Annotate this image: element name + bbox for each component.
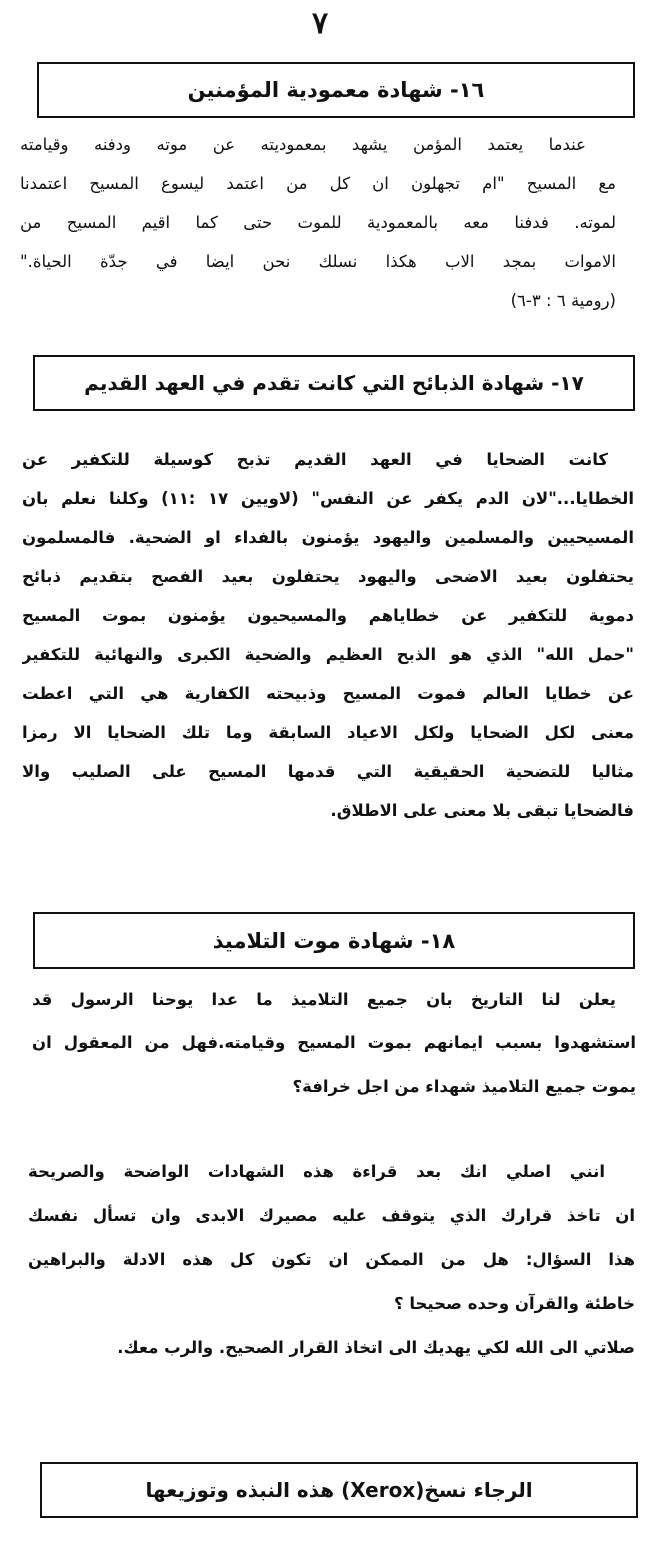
text-line: عندما يعتمد المؤمن يشهد بمعموديته عن موته ودفنه وقيامته: [20, 135, 586, 154]
text-line: دموية للتكفير عن خطاياهم والمسيحيون يؤمنون بموت المسيح: [22, 606, 634, 625]
text-line: يموت جميع التلاميذ شهداء من اجل خرافة؟: [292, 1077, 636, 1096]
text-line: مثاليا للتضحية الحقيقية التي قدمها المسيح على الصليب والا: [22, 762, 634, 781]
text-line: الاموات بمجد الاب هكذا نسلك نحن ايضا في جدّة الحياة.": [20, 252, 616, 271]
text-line: خاطئة والقرآن وحده صحيحا ؟: [394, 1294, 635, 1313]
text-line: (رومية ٦ : ٣-٦): [510, 291, 616, 310]
text-line: كانت الضحايا في العهد القديم تذبح كوسيلة للتكفير عن: [22, 450, 608, 469]
text-line: ان تاخذ قرارك الذي يتوقف عليه مصيرك الابدى وان تسأل نفسك: [28, 1206, 635, 1225]
section-16-body: [20, 125, 616, 320]
text-line: فالضحايا تبقى بلا معنى على الاطلاق.: [330, 801, 634, 820]
text-line: يحتفلون بعيد الاضحى واليهود يحتفلون بعيد الفصح بتقديم ذبائح: [22, 567, 634, 586]
text-line: لموته. فدفنا معه بالمعمودية للموت حتى كما اقيم المسيح من: [20, 213, 616, 232]
closing-paragraph: [28, 1150, 635, 1370]
copy-request-box: الرجاء نسخ(Xerox) هذه النبذه وتوزيعها: [40, 1462, 638, 1518]
text-line: مع المسيح "ام تجهلون ان كل من اعتمد ليسوع المسيح اعتمدنا: [20, 174, 616, 193]
text-line: معنى لكل الضحايا ولكل الاعياد السابقة وما تلك الضحايا الا رمزا: [22, 723, 634, 742]
text-line: يعلن لنا التاريخ بان جميع التلاميذ ما عدا يوحنا الرسول قد: [32, 990, 616, 1009]
text-line: هذا السؤال: هل من الممكن ان تكون كل هذه الادلة والبراهين: [28, 1250, 635, 1269]
text-line: استشهدوا بسبب ايمانهم بموت المسيح وقيامته.فهل من المعقول ان: [32, 1033, 636, 1052]
section-16-heading: ١٦- شهادة معمودية المؤمنين: [37, 62, 635, 118]
text-line: انني اصلي انك بعد قراءة هذه الشهادات الواضحة والصريحة: [28, 1162, 605, 1181]
section-17-body: [22, 440, 634, 830]
text-line: عن خطايا العالم فموت المسيح وذبيحته الكفارية هي التي اعطت: [22, 684, 634, 703]
section-17-heading: ١٧- شهادة الذبائح التي كانت تقدم في العهد القديم: [33, 355, 635, 411]
text-line: المسيحيين والمسلمين واليهود يؤمنون بالفداء او الضحية. فالمسلمون: [22, 528, 634, 547]
prayer-line: صلاتي الى الله لكي يهديك الى اتخاذ القرار الصحيح. والرب معك.: [117, 1338, 635, 1357]
text-line: "حمل الله" الذي هو الذبح العظيم والضحية الكبرى والنهائية للتكفير: [22, 645, 634, 664]
text-line: الخطايا..."لان الدم يكفر عن النفس" (لاويين ١٧ :١١) وكلنا نعلم بان: [22, 489, 634, 508]
section-18-heading: ١٨- شهادة موت التلاميذ: [33, 912, 635, 969]
page-number: ٧: [311, 6, 329, 41]
section-18-body: [32, 980, 636, 1106]
